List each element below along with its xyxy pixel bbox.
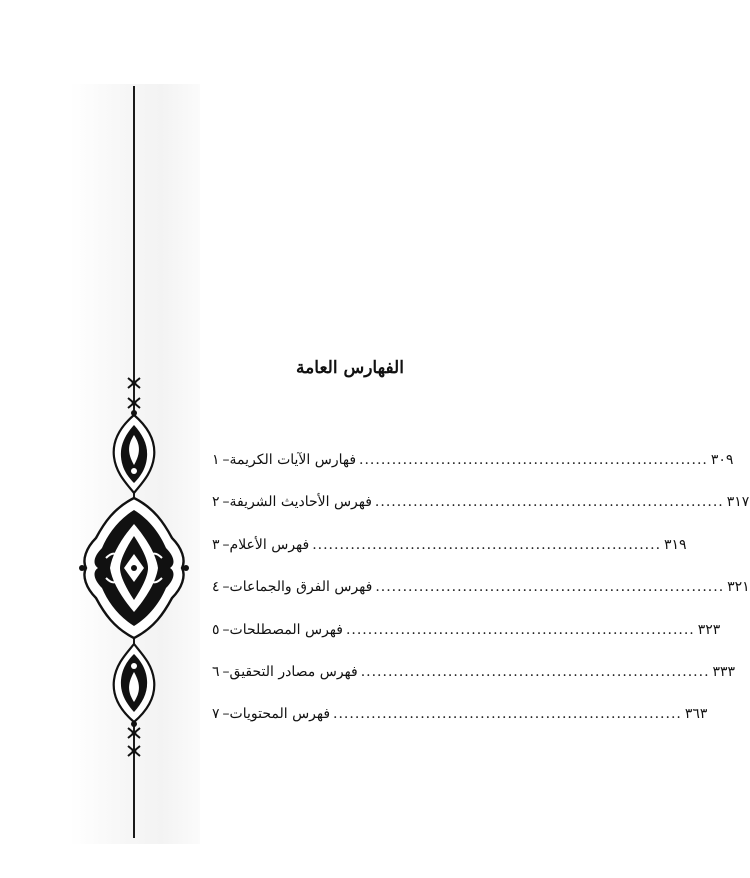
toc-list — [208, 452, 750, 749]
entry-number: ٦ — [212, 663, 220, 680]
page-number: ٣٣٣ — [712, 663, 736, 680]
entry-title: فهرس المصطلحات — [229, 621, 343, 638]
toc-entry-6 — [208, 663, 736, 706]
entry-dash: – — [222, 579, 230, 596]
toc-entry-3 — [208, 536, 687, 579]
entry-title: فهرس مصادر التحقيق — [229, 663, 358, 680]
dot-leader: ................................................................ — [312, 536, 662, 553]
entry-dash: – — [222, 621, 230, 638]
entry-title: فهرس الأحاديث الشريفة — [229, 494, 372, 511]
entry-dash: – — [222, 452, 230, 468]
dot-leader: ................................................................ — [333, 706, 682, 723]
page-number: ٣١٧ — [726, 494, 750, 511]
entry-title: فهرس الفرق والجماعات — [229, 579, 373, 596]
entry-dash: – — [222, 663, 230, 680]
page-number: ٣٢٣ — [697, 621, 721, 638]
entry-number: ٥ — [212, 621, 220, 638]
toc-entry-5 — [208, 621, 721, 664]
page-title: الفهارس العامة — [296, 358, 404, 378]
entry-dash: – — [222, 706, 230, 723]
toc-entry-1 — [208, 452, 734, 494]
dot-leader: ................................................................ — [359, 452, 708, 468]
entry-number: ٧ — [212, 706, 220, 723]
arabesque-ornament-icon — [84, 370, 184, 765]
entry-title: فهارس الآيات الكريمة — [229, 452, 357, 468]
page-number: ٣٢١ — [727, 579, 750, 596]
toc-entry-2 — [208, 494, 750, 536]
dot-leader: ................................................................ — [360, 663, 710, 680]
entry-number: ٤ — [212, 579, 220, 596]
toc-entry-4 — [208, 579, 750, 621]
entry-title: فهرس المحتويات — [229, 706, 331, 723]
dot-leader: ................................................................ — [345, 621, 695, 638]
page-number: ٣١٩ — [664, 536, 687, 553]
toc-entry-7 — [208, 706, 708, 748]
entry-number: ١ — [212, 452, 220, 468]
page-number: ٣٠٩ — [710, 452, 734, 468]
dot-leader: ................................................................ — [375, 579, 725, 596]
dot-leader: ................................................................ — [374, 494, 724, 511]
entry-title: فهرس الأعلام — [229, 536, 310, 553]
entry-dash: – — [222, 494, 230, 511]
entry-number: ٣ — [212, 536, 220, 553]
page-number: ٣٦٣ — [684, 706, 708, 723]
entry-number: ٢ — [212, 494, 220, 511]
entry-dash: – — [222, 536, 230, 553]
